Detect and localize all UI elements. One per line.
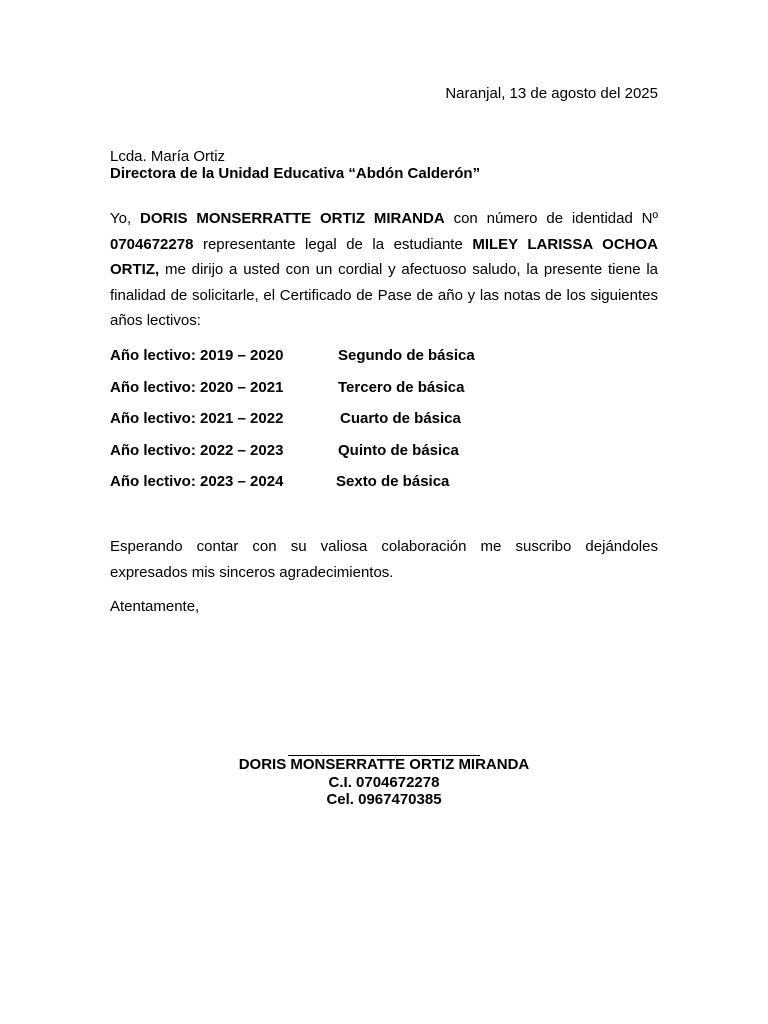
grade-level: Segundo de básica [338, 347, 475, 364]
grade-level: Quinto de básica [338, 441, 459, 459]
school-year: Año lectivo: 2019 – 2020 [110, 347, 284, 364]
body-paragraph [110, 206, 658, 334]
recipient-title: Directora de la Unidad Educativa “Abdón Calderón” [110, 165, 481, 182]
school-year: Año lectivo: 2021 – 2022 [110, 410, 284, 427]
grade-level: Sexto de básica [336, 473, 450, 490]
parent-id: 0704672278 [110, 235, 194, 253]
body-text-3: representante legal de la estudiante [202, 235, 463, 253]
signature-block [0, 756, 768, 809]
grade-level: Tercero de básica [338, 378, 465, 396]
grade-level: Cuarto de básica [340, 410, 461, 427]
school-year: Año lectivo: 2020 – 2021 [110, 378, 284, 396]
school-year: Año lectivo: 2023 – 2024 [110, 473, 284, 490]
body-text-1: Yo, [110, 210, 132, 227]
body-text-4: me dirijo a usted con un cordial y afectuoso saludo, la presente tiene la finalidad de solicitarle, el Certificado de Pase de año y las notas de los siguientes años lectivos: [110, 261, 659, 330]
recipient-block [110, 148, 480, 182]
signature-id: C.I. 0704672278 [328, 773, 440, 791]
closing-paragraph: Esperando contar con su valiosa colaboración me suscribo dejándoles expresados mis sinceros agradecimientos. [110, 538, 658, 581]
regards-line: Atentamente, [110, 598, 200, 615]
parent-name: DORIS MONSERRATTE ORTIZ MIRANDA [140, 210, 445, 227]
school-year: Año lectivo: 2022 – 2023 [110, 441, 284, 459]
recipient-name: Lcda. María Ortiz [110, 148, 226, 165]
signature-name: DORIS MONSERRATTE ORTIZ MIRANDA [238, 756, 530, 773]
body-text-2: con número de identidad Nº [453, 210, 658, 227]
signature-phone: Cel. 0967470385 [326, 791, 442, 808]
date-line: Naranjal, 13 de agosto del 2025 [445, 85, 658, 102]
student-name: MILEY LARISSA OCHOA ORTIZ, [110, 235, 659, 279]
